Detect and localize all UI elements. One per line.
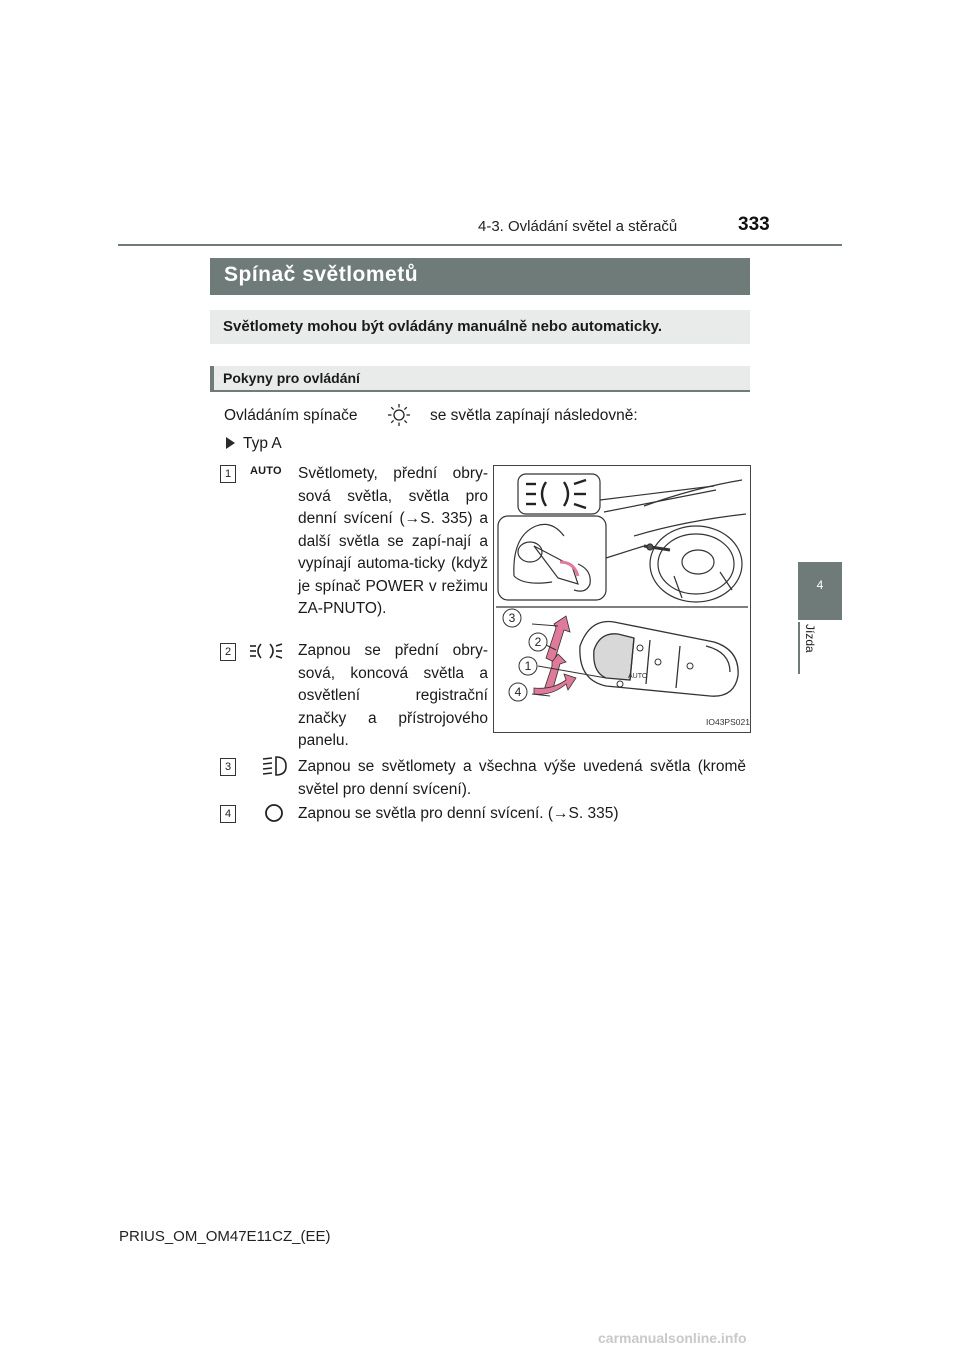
sun-symbol-icon bbox=[384, 402, 414, 428]
intro-text-before: Ovládáním spínače bbox=[224, 407, 358, 424]
variant-label: Typ A bbox=[243, 435, 282, 452]
figure-auto-label: AUTO bbox=[628, 673, 648, 680]
chapter-label: Jízda bbox=[803, 624, 817, 653]
intro-text-after: se světla zapínají následovně: bbox=[430, 407, 638, 424]
page-title: Spínač světlometů bbox=[224, 263, 419, 286]
item-4-text: Zapnou se světla pro denní svícení. (→S. 335) bbox=[298, 805, 619, 822]
item-number-4: 4 bbox=[220, 805, 236, 823]
figure-code: IO43PS021 bbox=[706, 717, 750, 727]
bullet-triangle-icon bbox=[226, 437, 235, 449]
subsection-title: Pokyny pro ovládání bbox=[223, 370, 360, 386]
page-number: 333 bbox=[738, 214, 770, 235]
subsection-accent bbox=[210, 366, 214, 390]
item-3-text: Zapnou se světlomety a všechna výše uvedená světla (kromě světel pro denní svícení). bbox=[298, 758, 746, 798]
summary-box bbox=[210, 310, 750, 344]
parking-lights-icon bbox=[248, 641, 286, 661]
chapter-tab bbox=[798, 562, 842, 620]
header-rule bbox=[118, 244, 842, 246]
callout-2: 2 bbox=[534, 635, 542, 649]
item-number-2: 2 bbox=[220, 643, 236, 661]
item-2-text: Zapnou se přední obry-sová, koncová světla a osvětlení registrační značky a přístrojového panelu. bbox=[298, 642, 488, 749]
chapter-number: 4 bbox=[816, 578, 824, 592]
chapter-tab-line bbox=[798, 622, 800, 674]
callout-1: 1 bbox=[524, 659, 532, 673]
headlight-switch-figure bbox=[493, 465, 751, 733]
item-number-3: 3 bbox=[220, 758, 236, 776]
auto-symbol-label: AUTO bbox=[250, 465, 282, 477]
item-1-text: Světlomety, přední obry-sová světla, světla pro denní svícení (→S. 335) a další světla se zapí-nají a vypínají automa-ticky (když je spínač POWER v režimu ZA-PNUTO). bbox=[298, 465, 488, 617]
daytime-light-icon bbox=[262, 801, 286, 825]
subsection-bar bbox=[210, 366, 750, 392]
callout-4: 4 bbox=[514, 685, 522, 699]
figure-illustration bbox=[494, 466, 750, 732]
watermark: carmanualsonline.info bbox=[598, 1330, 747, 1346]
item-number-1: 1 bbox=[220, 465, 236, 483]
summary-text: Světlomety mohou být ovládány manuálně nebo automaticky. bbox=[223, 318, 662, 335]
callout-3: 3 bbox=[508, 611, 516, 625]
title-bar bbox=[210, 258, 750, 295]
footer-document-code: PRIUS_OM_OM47E11CZ_(EE) bbox=[119, 1228, 331, 1245]
running-header-section: 4-3. Ovládání světel a stěračů bbox=[478, 218, 678, 235]
headlight-icon bbox=[260, 754, 290, 778]
